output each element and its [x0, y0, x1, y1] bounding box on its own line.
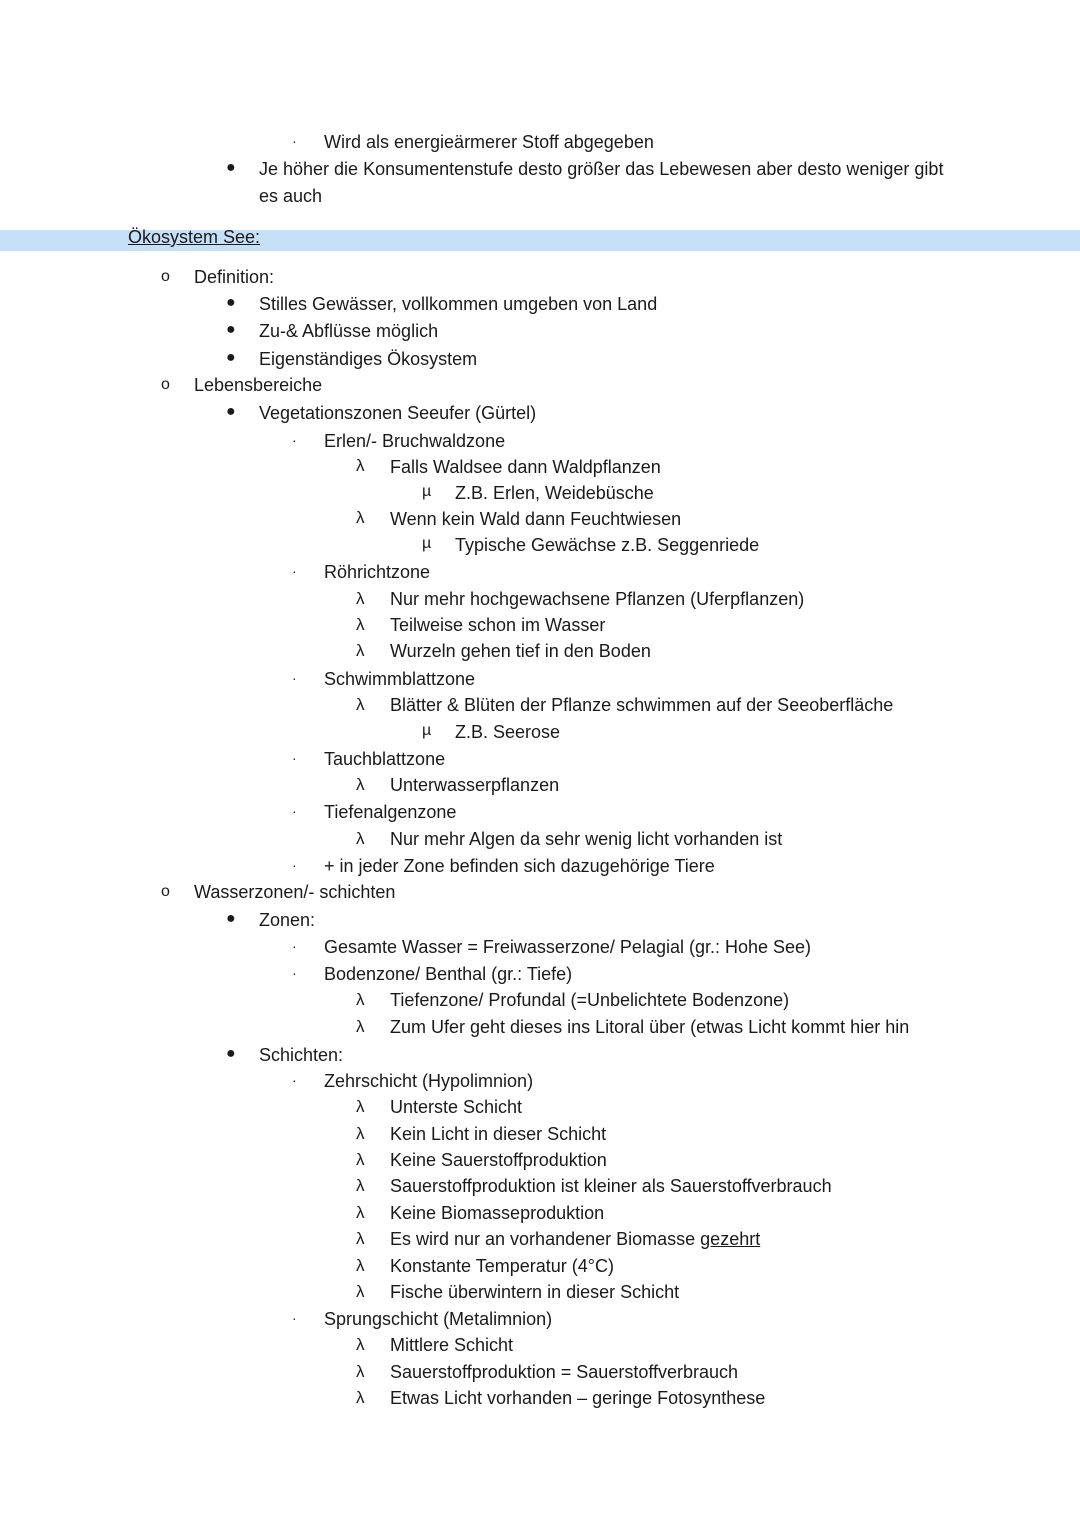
- dot-marker: ·: [292, 670, 297, 686]
- dot-marker: ·: [292, 938, 297, 954]
- mu-marker: µ: [422, 535, 432, 552]
- section-heading: Ökosystem See:: [128, 227, 261, 247]
- lambda-marker: λ: [356, 1335, 365, 1354]
- list-item: Eigenständiges Ökosystem: [259, 349, 478, 369]
- list-item: Unterste Schicht: [390, 1097, 523, 1117]
- list-item: Wenn kein Wald dann Feuchtwiesen: [390, 509, 682, 529]
- zone-title: Tiefenalgenzone: [324, 802, 457, 822]
- list-item: Blätter & Blüten der Pflanze schwimmen auf der Seeoberfläche: [390, 695, 894, 715]
- bullet-marker: ●: [226, 294, 236, 311]
- list-item: Typische Gewächse z.B. Seggenriede: [455, 535, 760, 555]
- list-item: Stilles Gewässer, vollkommen umgeben von Land: [259, 294, 658, 314]
- lambda-marker: λ: [356, 1124, 365, 1143]
- circle-marker: o: [161, 376, 170, 393]
- lambda-marker: λ: [356, 1017, 365, 1036]
- list-item: Mittlere Schicht: [390, 1335, 514, 1355]
- dot-marker: ·: [292, 750, 297, 766]
- list-item: Nur mehr Algen da sehr wenig licht vorhanden ist: [390, 829, 783, 849]
- bullet-marker: ●: [226, 159, 236, 176]
- list-item: Sauerstoffproduktion = Sauerstoffverbrauch: [390, 1362, 739, 1382]
- list-item: Z.B. Erlen, Weidebüsche: [455, 483, 654, 503]
- circle-marker: o: [161, 883, 170, 900]
- zone-title: Erlen/- Bruchwaldzone: [324, 431, 506, 451]
- bullet-marker: ●: [226, 403, 236, 420]
- lambda-marker: λ: [356, 829, 365, 848]
- zone-title: Schwimmblattzone: [324, 669, 476, 689]
- mu-marker: µ: [422, 722, 432, 739]
- list-item: Nur mehr hochgewachsene Pflanzen (Uferpflanzen): [390, 589, 805, 609]
- list-item: Falls Waldsee dann Waldpflanzen: [390, 457, 661, 477]
- layer-title: Zehrschicht (Hypolimnion): [324, 1071, 534, 1091]
- list-item: [390, 1228, 760, 1250]
- lambda-marker: λ: [356, 990, 365, 1009]
- wasser-title: Wasserzonen/- schichten: [194, 882, 396, 902]
- lambda-marker: λ: [356, 589, 365, 608]
- list-item: Kein Licht in dieser Schicht: [390, 1124, 607, 1144]
- dot-marker: ·: [292, 857, 297, 873]
- lambda-marker: λ: [356, 1176, 365, 1195]
- list-item: Sauerstoffproduktion ist kleiner als Sauerstoffverbrauch: [390, 1176, 832, 1196]
- list-item: Keine Sauerstoffproduktion: [390, 1150, 607, 1170]
- layer-title: Sprungschicht (Metalimnion): [324, 1309, 553, 1329]
- text-line: Wird als energieärmerer Stoff abgegeben: [324, 132, 654, 152]
- list-item: Vegetationszonen Seeufer (Gürtel): [259, 403, 537, 423]
- list-item: Wurzeln gehen tief in den Boden: [390, 641, 651, 661]
- dot-marker: ·: [292, 803, 297, 819]
- list-item: Keine Biomasseproduktion: [390, 1203, 605, 1223]
- lebensbereiche-title: Lebensbereiche: [194, 375, 323, 395]
- definition-title: Definition:: [194, 267, 275, 287]
- zone-title: Tauchblattzone: [324, 749, 446, 769]
- lambda-marker: λ: [356, 1150, 365, 1169]
- underlined-word: gezehrt: [700, 1229, 761, 1249]
- zonen-title: Zonen:: [259, 910, 316, 930]
- list-item: Zu-& Abflüsse möglich: [259, 321, 439, 341]
- list-item: Fische überwintern in dieser Schicht: [390, 1282, 680, 1302]
- lambda-marker: λ: [356, 641, 365, 660]
- lambda-marker: λ: [356, 1282, 365, 1301]
- text-line: es auch: [259, 186, 323, 206]
- lambda-marker: λ: [356, 1362, 365, 1381]
- circle-marker: o: [161, 268, 170, 285]
- lambda-marker: λ: [356, 695, 365, 714]
- lambda-marker: λ: [356, 1097, 365, 1116]
- list-item: Gesamte Wasser = Freiwasserzone/ Pelagial (gr.: Hohe See): [324, 937, 812, 957]
- dot-marker: ·: [292, 563, 297, 579]
- bullet-marker: ●: [226, 321, 236, 338]
- list-item: Teilweise schon im Wasser: [390, 615, 606, 635]
- lambda-marker: λ: [356, 1388, 365, 1407]
- lambda-marker: λ: [356, 775, 365, 794]
- list-item: Unterwasserpflanzen: [390, 775, 560, 795]
- lambda-marker: λ: [356, 508, 365, 527]
- dot-marker: ·: [292, 432, 297, 448]
- list-item: Etwas Licht vorhanden – geringe Fotosynthese: [390, 1388, 766, 1408]
- zone-title: Röhrichtzone: [324, 562, 431, 582]
- lambda-marker: λ: [356, 1256, 365, 1275]
- schichten-title: Schichten:: [259, 1045, 344, 1065]
- list-item-text: Es wird nur an vorhandener Biomasse: [390, 1229, 701, 1249]
- list-item: Bodenzone/ Benthal (gr.: Tiefe): [324, 964, 573, 984]
- dot-marker: ·: [292, 133, 297, 149]
- list-item: Z.B. Seerose: [455, 722, 561, 742]
- list-item: Konstante Temperatur (4°C): [390, 1256, 614, 1276]
- list-item: Zum Ufer geht dieses ins Litoral über (etwas Licht kommt hier hin: [390, 1017, 910, 1037]
- lambda-marker: λ: [356, 456, 365, 475]
- text-line: Je höher die Konsumentenstufe desto größer das Lebewesen aber desto weniger gibt: [259, 159, 944, 179]
- lambda-marker: λ: [356, 1229, 365, 1248]
- zone-note: + in jeder Zone befinden sich dazugehörige Tiere: [324, 856, 715, 876]
- dot-marker: ·: [292, 1310, 297, 1326]
- lambda-marker: λ: [356, 1203, 365, 1222]
- dot-marker: ·: [292, 1072, 297, 1088]
- lambda-marker: λ: [356, 615, 365, 634]
- list-item: Tiefenzone/ Profundal (=Unbelichtete Bodenzone): [390, 990, 790, 1010]
- bullet-marker: ●: [226, 1045, 236, 1062]
- dot-marker: ·: [292, 965, 297, 981]
- bullet-marker: ●: [226, 910, 236, 927]
- bullet-marker: ●: [226, 349, 236, 366]
- mu-marker: µ: [422, 483, 432, 500]
